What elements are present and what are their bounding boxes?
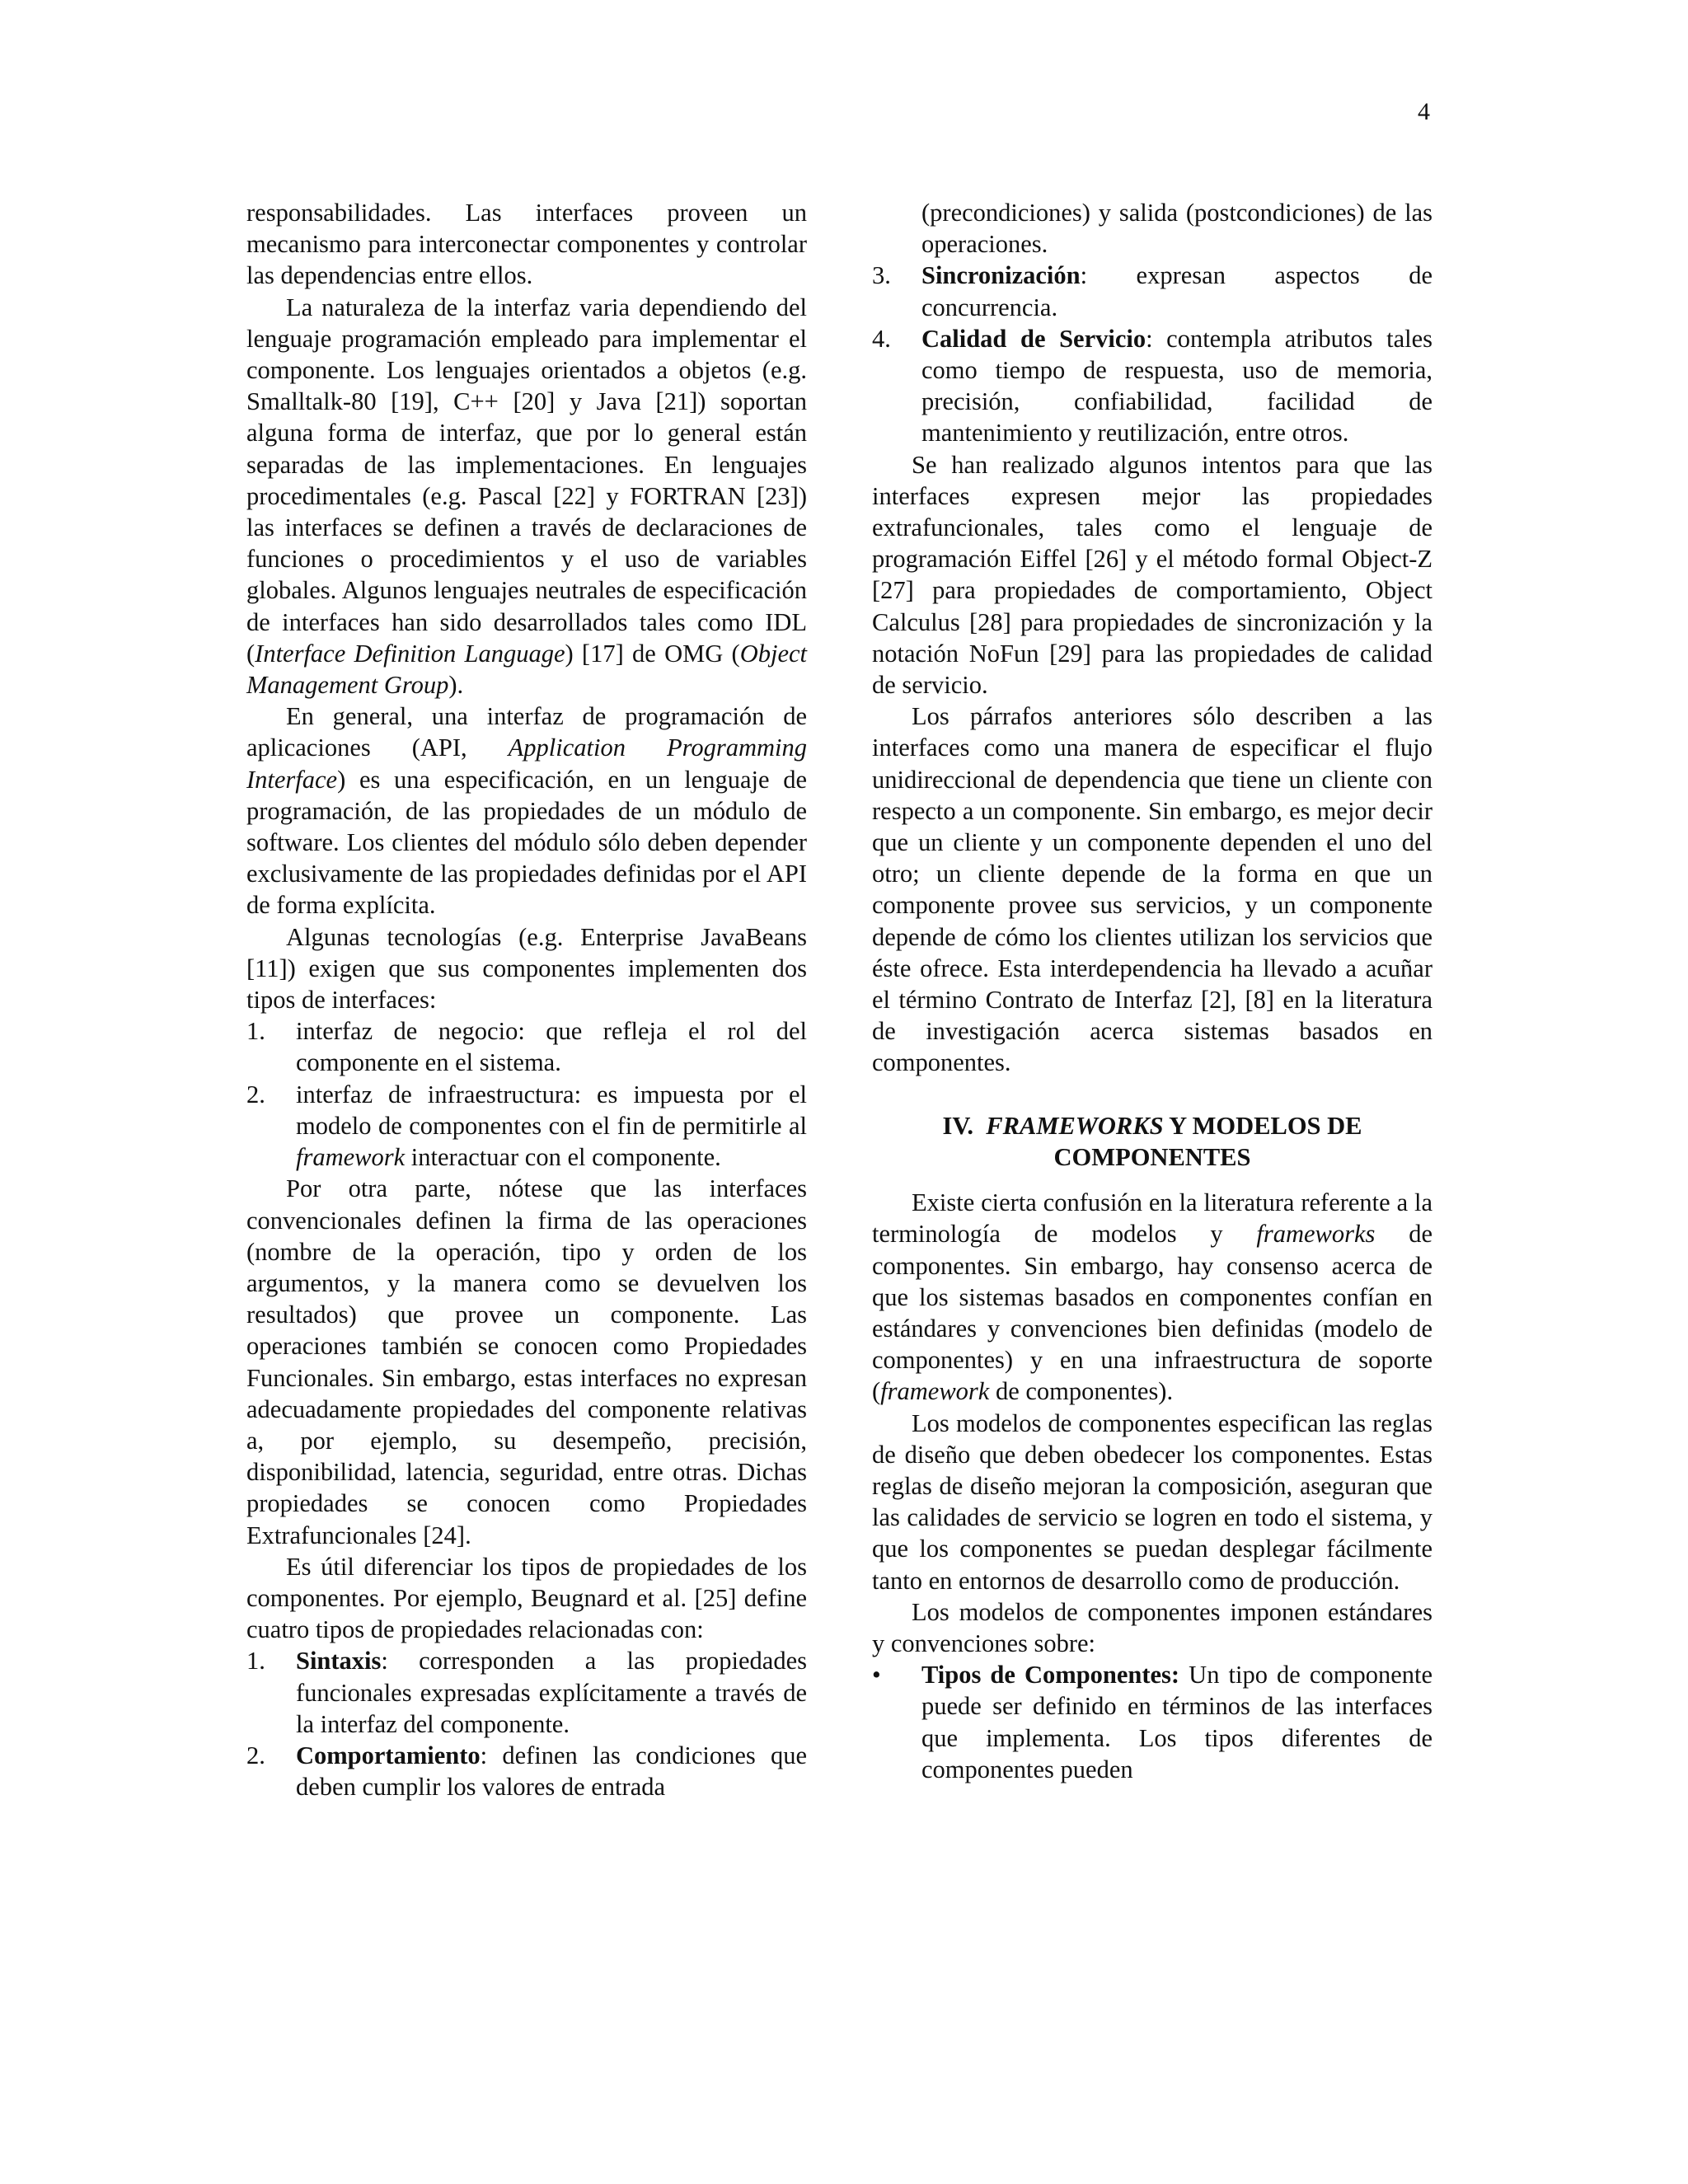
interface-types-list <box>246 1015 807 1173</box>
right-column <box>872 197 1432 1785</box>
bullet-list <box>872 1659 1432 1785</box>
page-number: 4 <box>1418 98 1430 125</box>
paragraph: Existe cierta confusión en la literatura referente a la terminología de modelos y frameworks de componentes. Sin embargo, hay consenso acerca de que los sistemas basados en componentes confían en estándares y convenciones bien definidas (modelo de componentes) y en una infraestructura de soporte (framework de componentes). <box>872 1188 1432 1406</box>
paragraph: Los párrafos anteriores sólo describen a las interfaces como una manera de especificar el flujo unidireccional de dependencia que tiene un cliente con respecto a un componente. Sin embargo, es mejor decir que un cliente y un componente dependen el uno del otro; un cliente depende de la forma en que un componente provee sus servicios, y un componente depende de cómo los clientes utilizan los servicios que éste ofrece. Esta interdependencia ha llevado a acuñar el término Contrato de Interfaz [2], [8] en la literatura de investigación acerca sistemas basados en componentes. <box>872 702 1432 1077</box>
paragraph: Es útil diferenciar los tipos de propiedades de los componentes. Por ejemplo, Beugnard et al. [25] define cuatro tipos de propiedades relacionadas con: <box>246 1552 807 1644</box>
list-item: 3. Sincronización: expresan aspectos de concurrencia. <box>872 261 1432 321</box>
paragraph: En general, una interfaz de programación de aplicaciones (API, Application Programming Interface) es una especificación, en un lenguaje de programación, de las propiedades de un módulo de software. Los clientes del módulo sólo deben depender exclusivamente de las propiedades definidas por el API de forma explícita. <box>246 702 808 920</box>
paragraph: Los modelos de componentes especifican las reglas de diseño que deben obedecer los componentes. Estas reglas de diseño mejoran la composición, aseguran que las calidades de servicio se logren en todo el sistema, y que los componentes se puedan desplegar fácilmente tanto en entornos de desarrollo como de producción. <box>872 1408 1432 1595</box>
paragraph: Algunas tecnologías (e.g. Enterprise JavaBeans [11]) exigen que sus componentes implementen dos tipos de interfaces: <box>246 922 807 1015</box>
paragraph: Los modelos de componentes imponen estándares y convenciones sobre: <box>872 1597 1432 1657</box>
paragraph: La naturaleza de la interfaz varia dependiendo del lenguaje programación empleado para implementar el componente. Los lenguajes orientados a objetos (e.g. Smalltalk-80 [19], C++ [20] y Java [21]) soportan alguna forma de interfaz, que por lo general están separadas de las implementaciones. En lenguajes procedimentales (e.g. Pascal [22] y FORTRAN [23]) las interfaces se definen a través de declaraciones de funciones o procedimientos y el uso de variables globales. Algunos lenguajes neutrales de especificación de interfaces han sido desarrollados tales como IDL (Interface Definition Language) [17] de OMG (Object Management Group). <box>246 293 807 700</box>
list-item: 2. interfaz de infraestructura: es impuesta por el modelo de componentes con el fin de permitirle al framework interactuar con el componente. <box>246 1080 807 1172</box>
list-item: 1. interfaz de negocio: que refleja el rol del componente en el sistema. <box>246 1017 807 1077</box>
property-types-list <box>246 1645 807 1802</box>
list-item: 1. Sintaxis: corresponden a las propiedades funcionales expresadas explícitamente a través de la interfaz del componente. <box>246 1647 807 1738</box>
section-heading: IV. FRAMEWORKS Y MODELOS DE COMPONENTES <box>942 1111 1362 1171</box>
property-types-list-continued <box>872 197 1432 449</box>
paragraph: Se han realizado algunos intentos para que las interfaces expresen mejor las propiedades extrafuncionales, tales como el lenguaje de programación Eiffel [26] y el método formal Object-Z [27] para propiedades de comportamiento, Object Calculus [28] para propiedades de sincronización y la notación NoFun [29] para las propiedades de calidad de servicio. <box>872 450 1432 700</box>
paragraph: Por otra parte, nótese que las interfaces convencionales definen la firma de las operaciones (nombre de la operación, tipo y orden de los argumentos, y la manera como se devuelven los resultados) que provee un componente. Las operaciones también se conocen como Propiedades Funcionales. Sin embargo, estas interfaces no expresan adecuadamente propiedades del componente relativas a, por ejemplo, su desempeño, precisión, disponibilidad, latencia, seguridad, entre otras. Dichas propiedades se conocen como Propiedades Extrafuncionales [24]. <box>246 1174 807 1549</box>
list-item: 2. Comportamiento: definen las condiciones que deben cumplir los valores de entrada <box>246 1741 807 1802</box>
list-item: 4. Calidad de Servicio: contempla atributos tales como tiempo de respuesta, uso de memoria, precisión, confiabilidad, facilidad de mantenimiento y reutilización, entre otros. <box>872 324 1433 448</box>
list-item-continued: (precondiciones) y salida (postcondiciones) de las operaciones. <box>921 199 1432 259</box>
list-item: • Tipos de Componentes: Un tipo de componente puede ser definido en términos de las interfaces que implementa. Los tipos diferentes de componentes pueden <box>872 1661 1432 1783</box>
left-column <box>246 197 807 1802</box>
paragraph: responsabilidades. Las interfaces proveen un mecanismo para interconectar componentes y controlar las dependencias entre ellos. <box>246 199 807 290</box>
